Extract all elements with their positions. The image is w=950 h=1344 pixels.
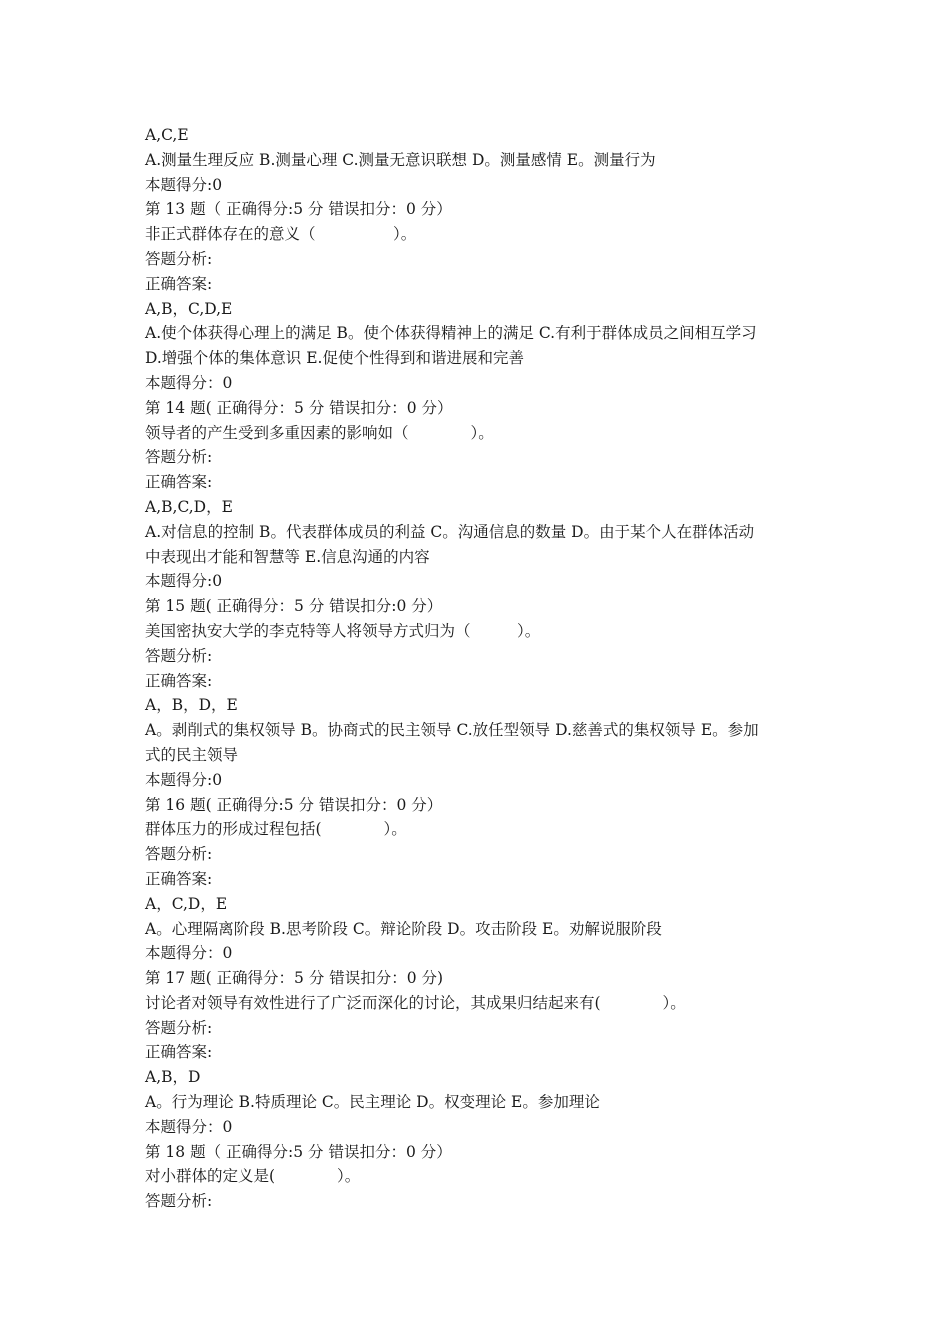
- text-line: A，C,D，E: [145, 894, 228, 913]
- document-body: [145, 123, 815, 1214]
- text-line: 答题分析:: [145, 1192, 213, 1211]
- text-line: 第 13 题（ 正确得分:5 分 错误扣分：0 分）: [145, 200, 452, 219]
- text-line: 本题得分：0: [145, 944, 233, 963]
- text-line: 本题得分:0: [145, 770, 223, 789]
- text-line: 第 16 题( 正确得分:5 分 错误扣分：0 分）: [145, 795, 443, 814]
- text-line: 答题分析:: [145, 646, 213, 665]
- text-line: 讨论者对领导有效性进行了广泛而深化的讨论，其成果归结起来有( ）。: [145, 993, 686, 1012]
- text-line: A.对信息的控制 B。代表群体成员的利益 C。沟通信息的数量 D。由于某个人在群体活动: [145, 522, 755, 541]
- text-line: 正确答案:: [145, 869, 213, 888]
- text-line: A,B，D: [145, 1068, 201, 1087]
- text-line: 非正式群体存在的意义（ ）。: [145, 225, 417, 244]
- text-line: 正确答案:: [145, 1043, 213, 1062]
- text-line: A,C,E: [145, 126, 189, 144]
- text-line: 领导者的产生受到多重因素的影响如（ ）。: [145, 423, 494, 442]
- text-line: 答题分析:: [145, 448, 213, 467]
- text-line: 群体压力的形成过程包括( ）。: [145, 820, 407, 839]
- text-line: A。行为理论 B.特质理论 C。民主理论 D。权变理论 E。参加理论: [145, 1093, 600, 1112]
- text-line: 式的民主领导: [145, 745, 239, 764]
- text-line: 正确答案:: [145, 473, 213, 492]
- text-line: A,B,C,D，E: [145, 497, 233, 516]
- text-line: 答题分析:: [145, 1018, 213, 1037]
- text-line: 本题得分:0: [145, 572, 223, 591]
- text-line: 对小群体的定义是( ）。: [145, 1167, 361, 1186]
- text-line: A,B，C,D,E: [145, 299, 233, 318]
- text-line: 第 14 题( 正确得分：5 分 错误扣分：0 分）: [145, 398, 453, 417]
- text-line: A.使个体获得心理上的满足 B。使个体获得精神上的满足 C.有利于群体成员之间相互学习: [145, 324, 757, 343]
- text-line: 本题得分：0: [145, 373, 233, 392]
- text-line: D.增强个体的集体意识 E.促使个性得到和谐进展和完善: [145, 349, 524, 368]
- text-line: 中表现出才能和智慧等 E.信息沟通的内容: [145, 547, 430, 566]
- text-line: 美国密执安大学的李克特等人将领导方式归为（ ）。: [145, 621, 541, 640]
- text-line: 第 15 题( 正确得分：5 分 错误扣分:0 分）: [145, 597, 443, 616]
- text-line: 本题得分：0: [145, 1117, 233, 1136]
- text-line: 正确答案:: [145, 274, 213, 293]
- text-line: 本题得分:0: [145, 175, 223, 194]
- text-line: 答题分析:: [145, 845, 213, 864]
- text-line: A.测量生理反应 B.测量心理 C.测量无意识联想 D。测量感情 E。测量行为: [145, 150, 656, 169]
- text-line: A。心理隔离阶段 B.思考阶段 C。辩论阶段 D。攻击阶段 E。劝解说服阶段: [145, 919, 662, 938]
- text-line: 答题分析:: [145, 249, 213, 268]
- text-line: 第 17 题( 正确得分：5 分 错误扣分：0 分): [145, 969, 444, 988]
- text-line: A，B，D，E: [145, 696, 238, 715]
- text-line: A。剥削式的集权领导 B。协商式的民主领导 C.放任型领导 D.慈善式的集权领导 E。参加: [145, 721, 759, 740]
- text-line: 第 18 题（ 正确得分:5 分 错误扣分：0 分）: [145, 1142, 452, 1161]
- text-line: 正确答案:: [145, 671, 213, 690]
